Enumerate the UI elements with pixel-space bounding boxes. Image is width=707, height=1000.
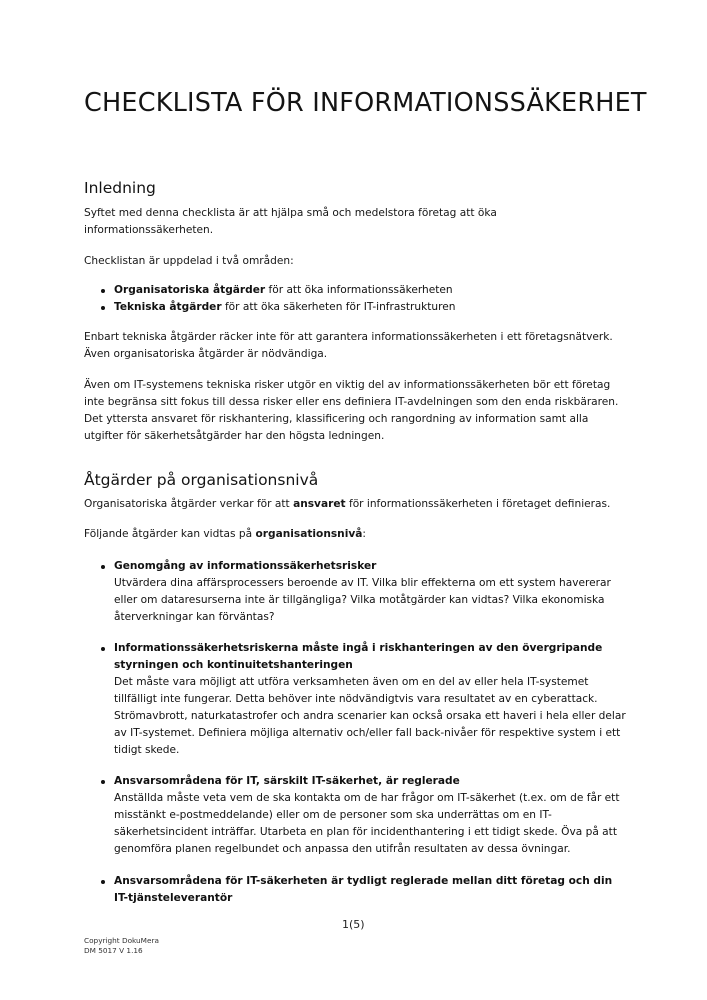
measure-description: Anställda måste veta vem de ska kontakta om de har frågor om IT-säkerhet (t.ex. om de får ett misstänkt e-postmeddelande) eller om de personer som ska underrättas om en IT-säkerhetsincident inträffar. Utarbeta en plan för incidenthantering i ett tidigt skede. Öva på att genomföra planen regelbundet och anpassa den utifrån resultaten av dessa övningar. (114, 792, 620, 855)
measure-title: Ansvarsområdena för IT-säkerheten är tydligt reglerade mellan ditt företag och din IT-tjänsteleverantör (114, 875, 613, 904)
bold-text: organisationsnivå (255, 528, 363, 540)
bullet-icon (101, 647, 105, 651)
list-item-bold: Organisatoriska åtgärder (114, 284, 266, 296)
measure-title: Informationssäkerhetsriskerna måste ingå i riskhanteringen av den övergripande styrningen och kontinuitetshanteringen (114, 642, 603, 671)
page-number: 1(5) (342, 918, 365, 931)
intro-paragraph-2: Checklistan är uppdelad i två områden: (84, 255, 294, 267)
bullet-icon (101, 565, 105, 569)
list-item-bold: Tekniska åtgärder (114, 301, 222, 313)
measure-title: Genomgång av informationssäkerhetsrisker (114, 560, 377, 572)
text: för informationssäkerheten i företaget definieras. (345, 498, 611, 510)
document-title: CHECKLISTA FÖR INFORMATIONSSÄKERHET (84, 88, 647, 118)
text: Organisatoriska åtgärder verkar för att (84, 498, 294, 510)
text: : (362, 528, 366, 540)
org-heading: Åtgärder på organisationsnivå (84, 471, 319, 489)
intro-paragraph-1: Syftet med denna checklista är att hjälpa små och medelstora företag att öka informationssäkerheten. (84, 207, 497, 236)
footer (84, 936, 159, 956)
measure-item (84, 873, 629, 907)
text: Följande åtgärder kan vidtas på (84, 528, 256, 540)
list-item (84, 299, 629, 316)
measure-title: Ansvarsområdena för IT, särskilt IT-säkerhet, är reglerade (114, 775, 460, 787)
measure-description: Det måste vara möjligt att utföra verksamheten även om en del av eller hela IT-systemet tillfälligt inte fungerar. Detta behöver inte nödvändigtvis vara resultatet av en cyberattack. Strömavbrott, naturkatastrofer och andra scenarier kan också orsaka ett haveri i hela eller delar av IT-systemet. Definiera möjliga alternativ och/eller fall back-nivåer för respektive system i ett tidigt skede. (114, 676, 626, 756)
measure-item (84, 558, 629, 626)
measure-description: Utvärdera dina affärsprocessers beroende av IT. Vilka blir effekterna om ett system havererar eller om dataresurserna inte är tillgängliga? Vilka motåtgärder kan vidtas? Vilka ekonomiska återverkningar kan förväntas? (114, 577, 611, 623)
list-item-text: för att öka säkerheten för IT-infrastrukturen (221, 301, 456, 313)
org-paragraph-2 (84, 526, 629, 543)
bullet-icon (101, 306, 105, 310)
footer-copyright: Copyright DokuMera (84, 936, 159, 945)
intro-paragraph-3: Enbart tekniska åtgärder räcker inte för att garantera informationssäkerheten i ett företagsnätverk. Även organisatoriska åtgärder är nödvändiga. (84, 331, 613, 360)
org-paragraph-1 (84, 496, 629, 513)
bullet-icon (101, 880, 105, 884)
list-item-text: för att öka informationssäkerheten (265, 284, 453, 296)
areas-list (84, 282, 629, 316)
footer-doc-id: DM 5017 V 1.16 (84, 946, 143, 955)
bullet-icon (101, 780, 105, 784)
measure-item (84, 640, 629, 759)
intro-paragraph-4: Även om IT-systemens tekniska risker utgör en viktig del av informationssäkerheten bör ett företag inte begränsa sitt fokus till dessa risker eller ens definiera IT-avdelningen som den enda riskbäraren. Det yttersta ansvaret för riskhantering, klassificering och rangordning av information samt alla utgifter för säkerhetsåtgärder har den högsta ledningen. (84, 379, 619, 442)
measure-item (84, 773, 629, 858)
list-item (84, 282, 629, 299)
intro-heading: Inledning (84, 179, 156, 197)
bullet-icon (101, 289, 105, 293)
bold-text: ansvaret (293, 498, 346, 510)
